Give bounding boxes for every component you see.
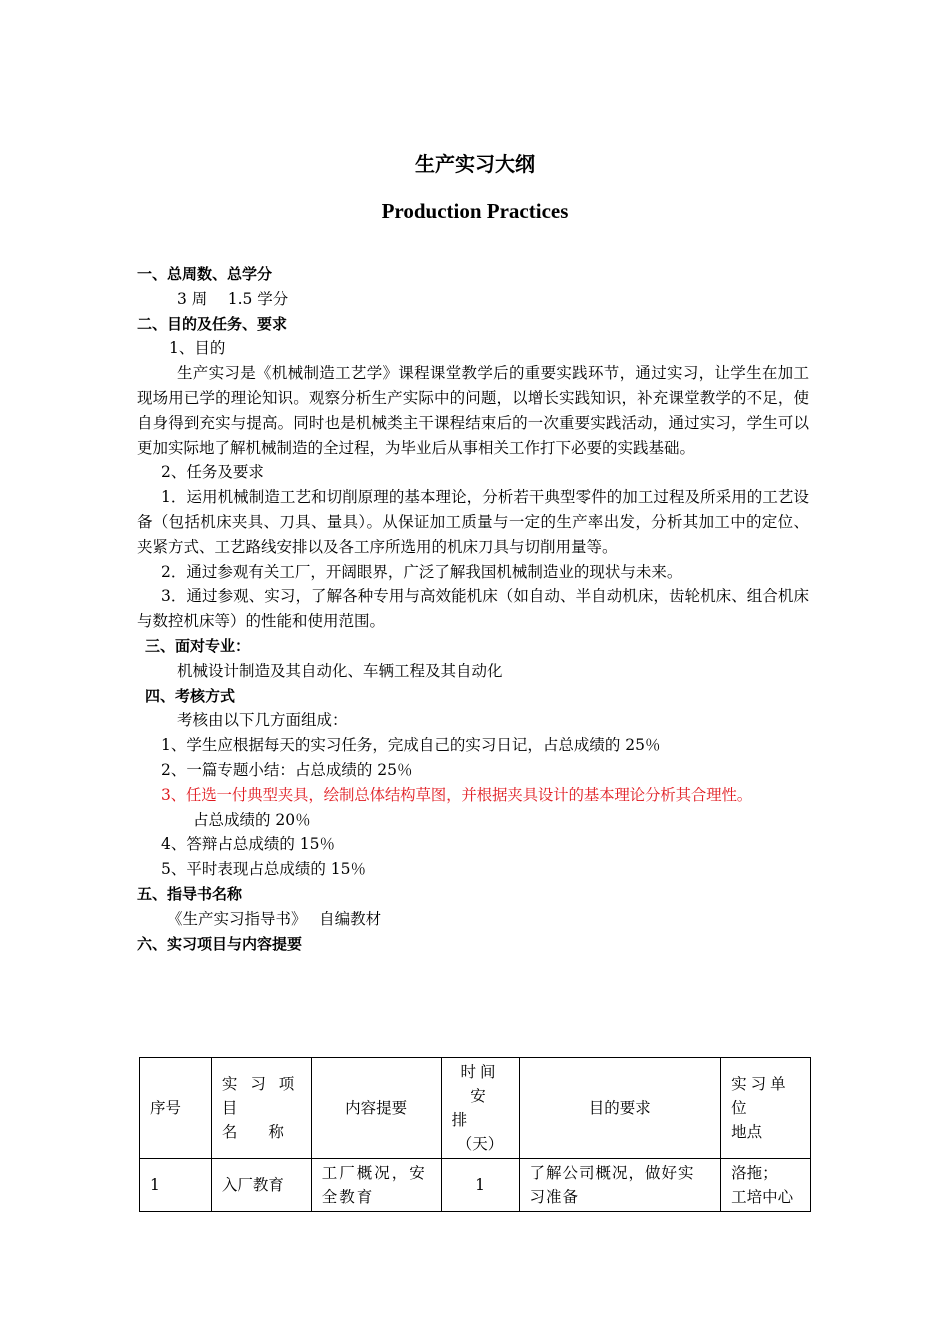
cell-place: 洛拖； 工培中心 [721, 1159, 811, 1212]
section-text: 考核由以下几方面组成： [177, 711, 348, 730]
header-seq: 序号 [140, 1058, 212, 1159]
header-place: 实习单位 地点 [721, 1058, 811, 1159]
cell-content: 工厂概况，安全教育 [311, 1159, 441, 1212]
header-content: 内容提要 [311, 1058, 441, 1159]
cell-time: 1 [441, 1159, 519, 1212]
section-heading: 四、考核方式 [145, 686, 236, 705]
paragraph: 2．通过参观有关工厂，开阔眼界，广泛了解我国机械制造业的现状与未来。 [161, 562, 683, 581]
section-text: 3 周 1.5 学分 [177, 289, 289, 308]
header-goal: 目的要求 [519, 1058, 721, 1159]
list-item: 5、平时表现占总成绩的 15％ [161, 860, 367, 879]
paragraph: 生产实习是《机械制造工艺学》课程课堂教学后的重要实践环节，通过实习，让学生在加工现场用已学的理论知识。观察分析生产实际中的问题，以增长实践知识，补充课堂教学的不足，使自身得到充实与提高。同时也是机械类主干课程结束后的一次重要实践活动，通过实习，学生可以更加实际地了解机械制造的全过程，为毕业后从事相关工作打下必要的实践基础。 [137, 364, 809, 457]
section-heading: 六、实习项目与内容提要 [137, 934, 303, 953]
subsection-heading: 1、目的 [169, 339, 226, 358]
section-text: 《生产实习指导书》 自编教材 [167, 909, 382, 928]
paragraph: 3．通过参观、实习，了解各种专用与高效能机床（如自动、半自动机床，齿轮机床、组合机床与数控机床等）的性能和使用范围。 [137, 587, 809, 631]
section-text: 机械设计制造及其自动化、车辆工程及其自动化 [177, 661, 503, 680]
header-name: 实 习 项 目 名 称 [211, 1058, 311, 1159]
section-heading: 五、指导书名称 [137, 884, 243, 903]
page-subtitle: Production Practices [381, 199, 569, 223]
cell-name: 入厂教育 [211, 1159, 311, 1212]
subsection-heading: 2、任务及要求 [161, 463, 264, 482]
cell-goal: 了解公司概况，做好实习准备 [519, 1159, 721, 1212]
section-heading: 一、总周数、总学分 [137, 265, 273, 283]
header-time: 时间安 排 （天） [441, 1058, 519, 1159]
list-item: 2、一篇专题小结：占总成绩的 25％ [161, 760, 413, 779]
section-heading: 二、目的及任务、要求 [137, 314, 288, 333]
section-heading: 三、面对专业： [145, 636, 251, 655]
table-row [140, 1159, 811, 1212]
page-title: 生产实习大纲 [415, 152, 535, 176]
list-item-continuation: 占总成绩的 20％ [193, 810, 311, 829]
cell-seq: 1 [140, 1159, 212, 1212]
list-item-highlighted: 3、任选一付典型夹具，绘制总体结构草图，并根据夹具设计的基本理论分析其合理性。 [161, 785, 753, 804]
practice-plan-table [139, 1057, 811, 1212]
table-header-row [140, 1058, 811, 1159]
document-body [137, 262, 809, 956]
list-item: 4、答辩占总成绩的 15％ [161, 835, 336, 854]
paragraph: 1．运用机械制造工艺和切削原理的基本理论，分析若干典型零件的加工过程及所采用的工艺设备（包括机床夹具、刀具、量具）。从保证加工质量与一定的生产率出发，分析其加工中的定位、夹紧方式、工艺路线安排以及各工序所选用的机床刀具与切削用量等。 [137, 488, 809, 556]
list-item: 1、学生应根据每天的实习任务，完成自己的实习日记，占总成绩的 25％ [161, 736, 661, 755]
